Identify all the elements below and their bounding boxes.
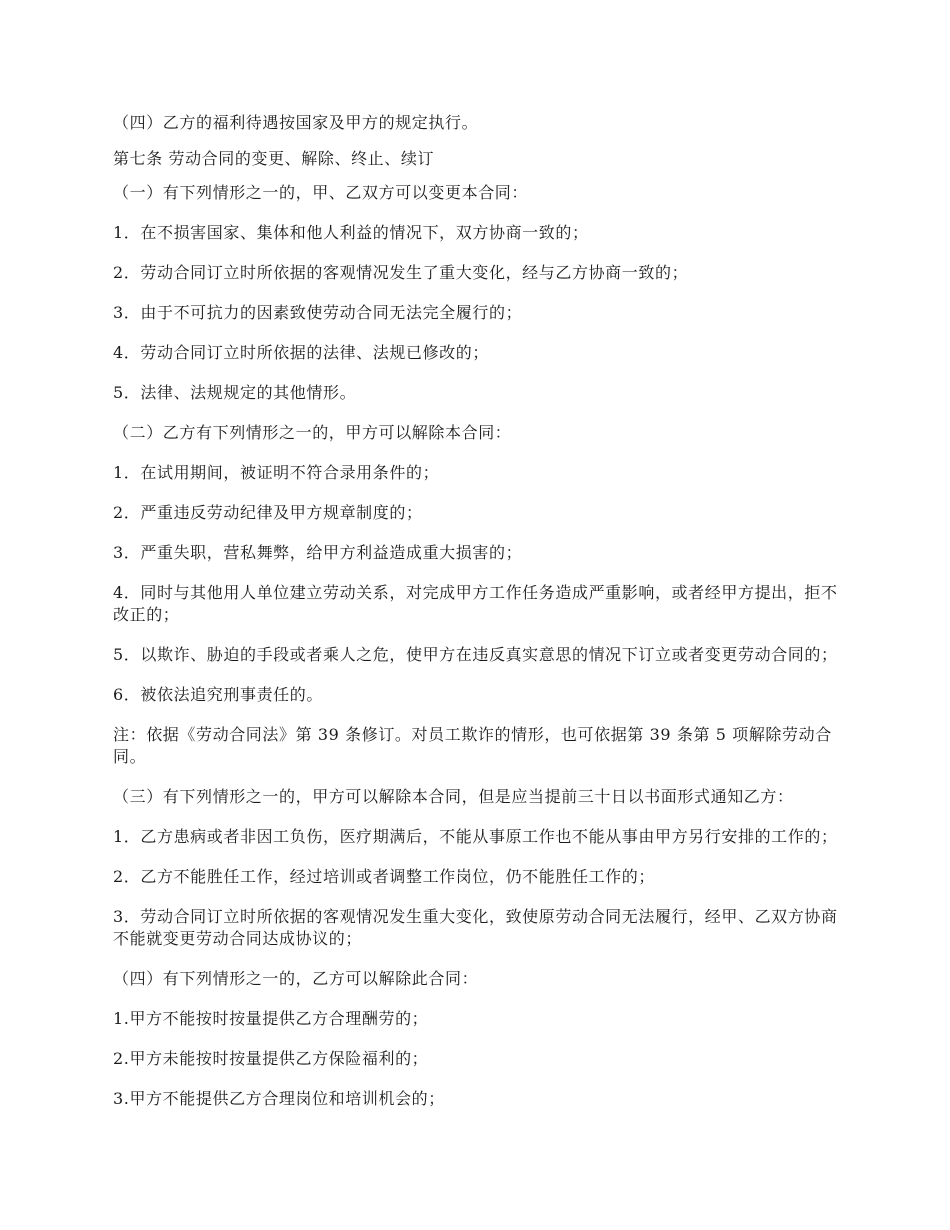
note-paragraph: 注：依据《劳动合同法》第 39 条修订。对员工欺诈的情形，也可依据第 39 条第 5 项解除劳动合同。: [113, 725, 832, 766]
section-1-heading: （一）有下列情形之一的，甲、乙双方可以变更本合同：: [113, 183, 529, 202]
section-4-heading: （四）有下列情形之一的，乙方可以解除此合同：: [113, 969, 479, 988]
article-7-heading: 第七条 劳动合同的变更、解除、终止、续订: [113, 149, 435, 168]
list-item: 5．法律、法规规定的其他情形。: [113, 383, 357, 402]
list-item: 2．严重违反劳动纪律及甲方规章制度的；: [113, 503, 423, 522]
list-item: 1．在试用期间，被证明不符合录用条件的；: [113, 463, 440, 482]
list-item: 3.甲方不能提供乙方合理岗位和培训机会的；: [113, 1089, 445, 1108]
section-2-heading: （二）乙方有下列情形之一的，甲方可以解除本合同：: [113, 423, 512, 442]
list-item: 6．被依法追究刑事责任的。: [113, 685, 323, 704]
list-item: 1.甲方不能按时按量提供乙方合理酬劳的；: [113, 1009, 429, 1028]
list-item: 4．劳动合同订立时所依据的法律、法规已修改的；: [113, 343, 489, 362]
list-item: 3．由于不可抗力的因素致使劳动合同无法完全履行的；: [113, 303, 523, 322]
list-item: 1．在不损害国家、集体和他人利益的情况下，双方协商一致的；: [113, 223, 589, 242]
list-item: 5．以欺诈、胁迫的手段或者乘人之危，使甲方在违反真实意思的情况下订立或者变更劳动合同的；: [113, 645, 838, 664]
list-item: 2．乙方不能胜任工作，经过培训或者调整工作岗位，仍不能胜任工作的；: [113, 867, 655, 886]
list-item: 2．劳动合同订立时所依据的客观情况发生了重大变化，经与乙方协商一致的；: [113, 263, 689, 282]
list-item: 3．劳动合同订立时所依据的客观情况发生重大变化，致使原劳动合同无法履行，经甲、乙双方协商不能就变更劳动合同达成协议的；: [113, 907, 838, 948]
list-item: 1．乙方患病或者非因工负伤，医疗期满后，不能从事原工作也不能从事由甲方另行安排的工作的；: [113, 827, 838, 846]
list-item: 2.甲方未能按时按量提供乙方保险福利的；: [113, 1049, 429, 1068]
section-3-heading: （三）有下列情形之一的，甲方可以解除本合同，但是应当提前三十日以书面形式通知乙方：: [113, 787, 794, 806]
list-item: 4．同时与其他用人单位建立劳动关系，对完成甲方工作任务造成严重影响，或者经甲方提出，拒不改正的；: [113, 583, 838, 624]
paragraph-welfare: （四）乙方的福利待遇按国家及甲方的规定执行。: [113, 113, 479, 132]
list-item: 3．严重失职，营私舞弊，给甲方利益造成重大损害的；: [113, 543, 523, 562]
document-body: [113, 112, 843, 1128]
